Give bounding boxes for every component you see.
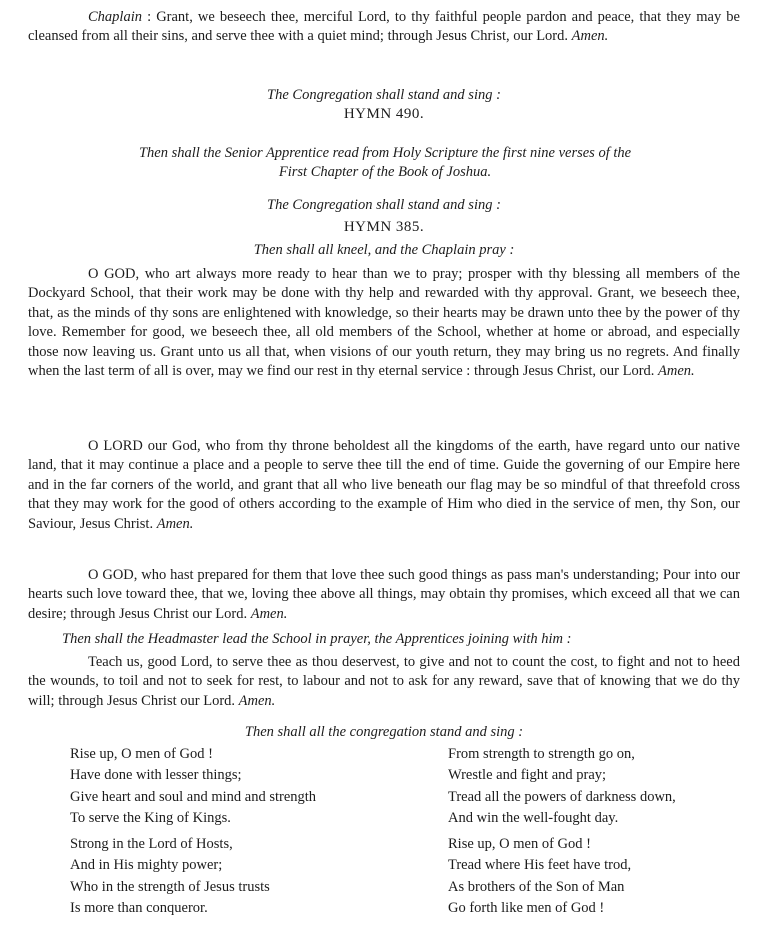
verse-line: And in His mighty power;: [70, 857, 223, 874]
verse-line: Rise up, O men of God !: [70, 746, 213, 762]
amen: Amen.: [658, 363, 695, 380]
amen: Amen.: [238, 692, 276, 709]
prayer-text: O GOD, who art always more ready to hear than we to pray; prosper with thy blessing all members of the Dockyard School, that their work may be done with thy help and rewarded with thy approval. Grant, we beseech thee, that, as the minds of thy sons are enlightened with knowledge, so their hearts may be drawn unto thee by the power of thy love. Remember for good, we beseech thee, all old members of the School, whether at home or abroad, and especially those now leaving us. Grant unto us all that, when visions of our youth return, they may bring us no regrets. And finally when the last term of all is over, may we find our rest in thy eternal service : through Jesus Christ, our Lord.: [28, 266, 740, 380]
hymn-heading: HYMN 385.: [343, 219, 425, 235]
prayer-teach-us: [28, 653, 740, 711]
verse-line: Who in the strength of Jesus trusts: [70, 878, 270, 895]
verse-line: Give heart and soul and mind and strength: [70, 788, 317, 805]
verse-line: Strong in the Lord of Hosts,: [70, 836, 233, 852]
prayer-native-land: [28, 437, 740, 534]
hymn-verse-3: [70, 834, 410, 920]
amen: Amen.: [250, 605, 288, 622]
hymn-heading: HYMN 490.: [343, 106, 425, 122]
prayer-text: O LORD our God, who from thy throne beholdest all the kingdoms of the earth, have regard unto our native land, that it may continue a place and a people to serve thee till the end of time. Guide the governing of our Empire here and in the far corners of the world, and grant that all who live beneath our flag may be so mindful of that threefold cross that they may work for the good of others according to the example of Him who died in the service of men, thy Son, our Saviour, Jesus Christ.: [28, 438, 740, 532]
prayer-text: : Grant, we beseech thee, merciful Lord, to thy faithful people pardon and peace, that they may be cleansed from all their sins, and serve thee with a quiet mind; through Jesus Christ, our Lord.: [28, 9, 740, 45]
chaplain-prayer: [28, 8, 740, 47]
amen: Amen.: [571, 28, 609, 45]
rubric-kneel-pray: Then shall all kneel, and the Chaplain pray :: [253, 242, 515, 258]
verse-line: Rise up, O men of God !: [448, 836, 591, 852]
verse-line: From strength to strength go on,: [448, 746, 635, 762]
verse-line: Is more than conqueror.: [70, 900, 208, 917]
speaker-label: Chaplain: [88, 9, 142, 25]
verse-line: Wrestle and fight and pray;: [448, 767, 607, 784]
hymn-verse-2: [448, 744, 748, 830]
amen: Amen.: [156, 515, 194, 532]
verse-line: Tread where His feet have trod,: [448, 857, 632, 874]
rubric-congregation-sing: Then shall all the congregation stand and sing :: [244, 724, 524, 740]
hymn-verse-1: [70, 744, 410, 830]
verse-line: Go forth like men of God !: [448, 900, 605, 917]
verse-line: Have done with lesser things;: [70, 767, 242, 784]
prayer-love-thee: [28, 566, 740, 624]
verse-line: To serve the King of Kings.: [70, 810, 231, 827]
verse-line: As brothers of the Son of Man: [448, 878, 625, 895]
prayer-text: O GOD, who hast prepared for them that love thee such good things as pass man's understanding; Pour into our hearts such love toward thee, that we, loving thee above all things, may obtain thy promises, which exceed all that we can desire; through Jesus Christ our Lord.: [28, 567, 740, 622]
rubric-stand-sing: The Congregation shall stand and sing :: [267, 87, 501, 103]
prayer-text: Teach us, good Lord, to serve thee as thou deservest, to give and not to count the cost, to fight and not to heed the wounds, to toil and not to seek for rest, to labour and not to ask for any reward, save that of knowing that we do thy will; through Jesus Christ our Lord.: [28, 654, 740, 709]
prayer-dockyard-school: [28, 265, 740, 381]
rubric-scripture-reading: Then shall the Senior Apprentice read from Holy Scripture the first nine verses of the First Chapter of the Book of Joshua.: [138, 145, 632, 181]
verse-line: And win the well-fought day.: [448, 810, 619, 827]
rubric-headmaster-prayer: Then shall the Headmaster lead the School in prayer, the Apprentices joining with him :: [62, 631, 572, 647]
hymn-verse-4: [448, 834, 748, 920]
verse-line: Tread all the powers of darkness down,: [448, 788, 676, 805]
rubric-stand-sing: The Congregation shall stand and sing :: [267, 197, 501, 213]
